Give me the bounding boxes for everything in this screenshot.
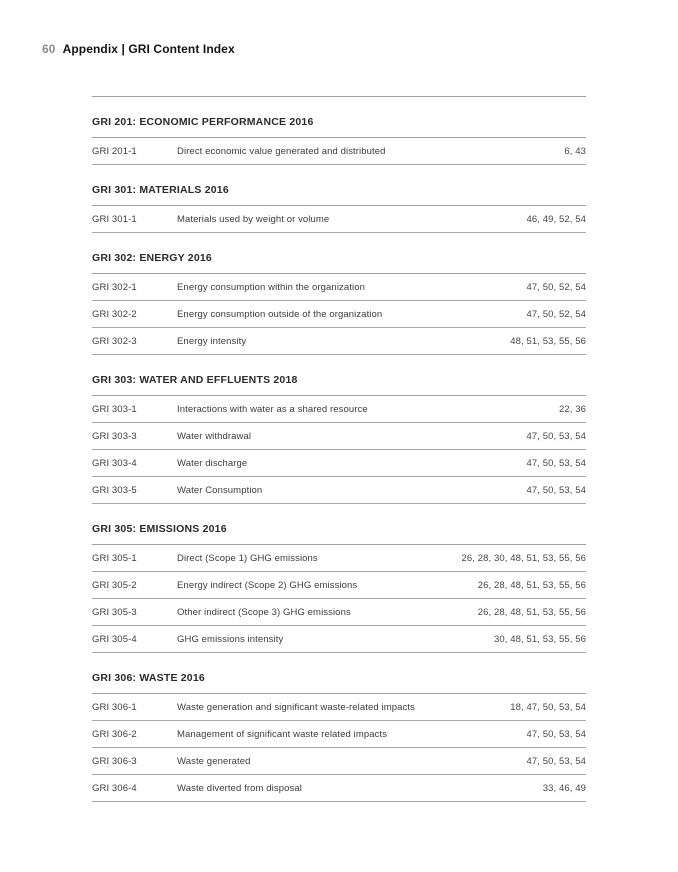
- page-references: 47, 50, 53, 54: [526, 755, 586, 767]
- page-references: 26, 28, 48, 51, 53, 55, 56: [477, 579, 586, 591]
- page-references: 46, 49, 52, 54: [526, 213, 586, 225]
- table-row: [92, 423, 586, 450]
- disclosure-description: Waste generated: [177, 755, 251, 767]
- table-row: [92, 721, 586, 748]
- disclosure-description: Energy intensity: [177, 335, 247, 347]
- section-title: GRI 305: EMISSIONS 2016: [92, 504, 586, 545]
- disclosure-code: GRI 305-1: [92, 552, 137, 564]
- table-row: [92, 626, 586, 653]
- gri-content-index-table: [92, 96, 586, 802]
- page-references: 26, 28, 30, 48, 51, 53, 55, 56: [461, 552, 586, 564]
- page-references: 33, 46, 49: [542, 782, 586, 794]
- section-rows: [92, 396, 586, 504]
- table-row: [92, 748, 586, 775]
- page-references: 47, 50, 53, 54: [526, 457, 586, 469]
- gri-section: [92, 355, 586, 504]
- disclosure-description: Waste generation and significant waste-related impacts: [177, 701, 415, 713]
- table-row: [92, 206, 586, 233]
- disclosure-code: GRI 201-1: [92, 145, 137, 157]
- disclosure-code: GRI 306-2: [92, 728, 137, 740]
- section-rows: [92, 206, 586, 233]
- page-number: 60: [42, 42, 56, 56]
- gri-section: [92, 233, 586, 355]
- page-title: Appendix | GRI Content Index: [62, 42, 235, 56]
- disclosure-description: Water withdrawal: [177, 430, 252, 442]
- gri-section: [92, 653, 586, 802]
- page-references: 18, 47, 50, 53, 54: [510, 701, 586, 713]
- disclosure-code: GRI 302-3: [92, 335, 137, 347]
- disclosure-code: GRI 305-3: [92, 606, 137, 618]
- table-row: [92, 775, 586, 802]
- page-header: [42, 42, 235, 56]
- page-references: 47, 50, 53, 54: [526, 484, 586, 496]
- table-row: [92, 301, 586, 328]
- disclosure-description: Waste diverted from disposal: [177, 782, 302, 794]
- page-references: 47, 50, 53, 54: [526, 430, 586, 442]
- disclosure-description: Energy consumption within the organization: [177, 281, 365, 293]
- disclosure-description: Water Consumption: [177, 484, 263, 496]
- disclosure-description: Energy consumption outside of the organization: [177, 308, 383, 320]
- disclosure-code: GRI 306-3: [92, 755, 137, 767]
- disclosure-description: Interactions with water as a shared resource: [177, 403, 368, 415]
- disclosure-description: Energy indirect (Scope 2) GHG emissions: [177, 579, 358, 591]
- table-row: [92, 138, 586, 165]
- disclosure-code: GRI 303-5: [92, 484, 137, 496]
- section-title: GRI 201: ECONOMIC PERFORMANCE 2016: [92, 97, 586, 138]
- page-references: 26, 28, 48, 51, 53, 55, 56: [477, 606, 586, 618]
- disclosure-description: Other indirect (Scope 3) GHG emissions: [177, 606, 351, 618]
- page-references: 30, 48, 51, 53, 55, 56: [494, 633, 586, 645]
- disclosure-description: Materials used by weight or volume: [177, 213, 330, 225]
- page-references: 47, 50, 53, 54: [526, 728, 586, 740]
- disclosure-description: GHG emissions intensity: [177, 633, 284, 645]
- table-row: [92, 477, 586, 504]
- section-title: GRI 302: ENERGY 2016: [92, 233, 586, 274]
- page-references: 47, 50, 52, 54: [526, 281, 586, 293]
- disclosure-description: Direct economic value generated and distributed: [177, 145, 386, 157]
- table-row: [92, 545, 586, 572]
- disclosure-code: GRI 303-1: [92, 403, 137, 415]
- disclosure-code: GRI 306-4: [92, 782, 137, 794]
- disclosure-code: GRI 302-1: [92, 281, 137, 293]
- section-rows: [92, 545, 586, 653]
- page-references: 48, 51, 53, 55, 56: [510, 335, 586, 347]
- section-rows: [92, 694, 586, 802]
- table-row: [92, 328, 586, 355]
- disclosure-description: Water discharge: [177, 457, 248, 469]
- gri-section: [92, 165, 586, 233]
- section-title: GRI 306: WASTE 2016: [92, 653, 586, 694]
- disclosure-code: GRI 306-1: [92, 701, 137, 713]
- disclosure-code: GRI 303-4: [92, 457, 137, 469]
- disclosure-description: Direct (Scope 1) GHG emissions: [177, 552, 318, 564]
- disclosure-code: GRI 305-2: [92, 579, 137, 591]
- table-row: [92, 396, 586, 423]
- disclosure-description: Management of significant waste related impacts: [177, 728, 388, 740]
- table-row: [92, 599, 586, 626]
- section-rows: [92, 138, 586, 165]
- page-references: 6, 43: [564, 145, 586, 157]
- disclosure-code: GRI 301-1: [92, 213, 137, 225]
- gri-section: [92, 504, 586, 653]
- table-row: [92, 572, 586, 599]
- table-row: [92, 694, 586, 721]
- gri-section: [92, 97, 586, 165]
- table-row: [92, 274, 586, 301]
- disclosure-code: GRI 303-3: [92, 430, 137, 442]
- section-title: GRI 301: MATERIALS 2016: [92, 165, 586, 206]
- page-references: 22, 36: [558, 403, 586, 415]
- disclosure-code: GRI 305-4: [92, 633, 137, 645]
- page-references: 47, 50, 52, 54: [526, 308, 586, 320]
- disclosure-code: GRI 302-2: [92, 308, 137, 320]
- section-title: GRI 303: WATER AND EFFLUENTS 2018: [92, 355, 586, 396]
- table-row: [92, 450, 586, 477]
- section-rows: [92, 274, 586, 355]
